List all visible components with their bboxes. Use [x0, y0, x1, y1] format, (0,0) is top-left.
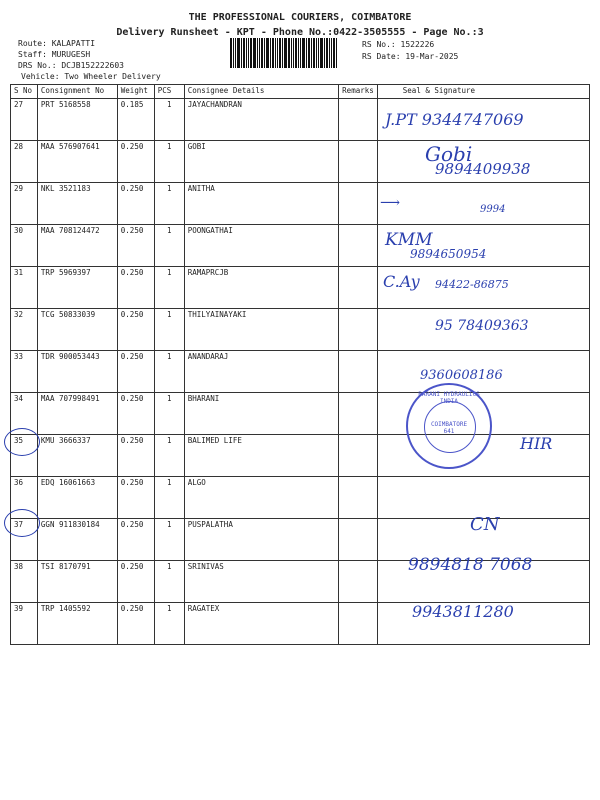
cell-weight: 0.250 — [117, 309, 154, 351]
document-subtitle: Delivery Runsheet - KPT - Phone No.:0422-3505555 - Page No.:3 — [116, 27, 484, 38]
cell-consignment: KMU 3666337 — [37, 435, 117, 477]
row-37-circle-mark — [4, 509, 40, 537]
signature-33: 9360608186 — [420, 368, 503, 383]
rs-number: RS No.: 1522226 — [362, 40, 435, 49]
signature-37: CN — [470, 514, 500, 535]
cell-consignee: SRINIVAS — [184, 561, 338, 603]
signature-32: 95 78409363 — [435, 318, 529, 334]
cell-remarks — [339, 225, 378, 267]
cell-sno: 30 — [11, 225, 38, 267]
cell-consignment: MAA 576907641 — [37, 141, 117, 183]
cell-weight: 0.250 — [117, 351, 154, 393]
cell-pcs: 1 — [154, 183, 184, 225]
signature-31-name: C.Ay — [383, 272, 420, 291]
document-title: THE PROFESSIONAL COURIERS, COIMBATORE — [188, 12, 412, 23]
cell-consignment: TRP 1405592 — [37, 603, 117, 645]
cell-remarks — [339, 393, 378, 435]
cell-sno: 37 — [11, 519, 38, 561]
signature-30-name: KMM — [385, 230, 433, 250]
cell-consignee: GOBI — [184, 141, 338, 183]
signature-35: HIR — [520, 434, 553, 453]
stamp-inner-text: COIMBATORE 641 — [430, 421, 468, 435]
cell-consignee: JAYACHANDRAN — [184, 99, 338, 141]
cell-sno: 33 — [11, 351, 38, 393]
cell-consignment: GGN 911830184 — [37, 519, 117, 561]
col-remarks: Remarks — [339, 85, 378, 99]
cell-consignment: MAA 707998491 — [37, 393, 117, 435]
cell-sno: 29 — [11, 183, 38, 225]
cell-remarks — [339, 141, 378, 183]
col-signature: Seal & Signature — [377, 85, 589, 99]
cell-remarks — [339, 267, 378, 309]
cell-remarks — [339, 351, 378, 393]
cell-consignment: TSI 8170791 — [37, 561, 117, 603]
signature-28-name: Gobi — [425, 142, 473, 166]
cell-pcs: 1 — [154, 435, 184, 477]
cell-weight: 0.250 — [117, 225, 154, 267]
cell-consignee: ALGO — [184, 477, 338, 519]
cell-weight: 0.250 — [117, 393, 154, 435]
cell-consignment: EDQ 16061663 — [37, 477, 117, 519]
cell-remarks — [339, 183, 378, 225]
cell-weight: 0.250 — [117, 603, 154, 645]
cell-pcs: 1 — [154, 267, 184, 309]
col-consignment: Consignment No — [37, 85, 117, 99]
cell-sno: 34 — [11, 393, 38, 435]
cell-consignment: MAA 708124472 — [37, 225, 117, 267]
cell-consignment: TCG 50833039 — [37, 309, 117, 351]
cell-weight: 0.250 — [117, 561, 154, 603]
col-sno: S No — [11, 85, 38, 99]
table-row — [11, 435, 590, 477]
vehicle-label: Vehicle: Two Wheeler Delivery — [21, 72, 161, 81]
cell-remarks — [339, 99, 378, 141]
signature-27: J.PT 9344747069 — [385, 110, 524, 129]
cell-weight: 0.185 — [117, 99, 154, 141]
table-row — [11, 393, 590, 435]
cell-sno: 38 — [11, 561, 38, 603]
cell-pcs: 1 — [154, 519, 184, 561]
cell-remarks — [339, 309, 378, 351]
cell-weight: 0.250 — [117, 183, 154, 225]
cell-consignment: TDR 900053443 — [37, 351, 117, 393]
cell-consignee: POONGATHAI — [184, 225, 338, 267]
cell-consignee: BALIMED LIFE — [184, 435, 338, 477]
signature-29: 9994 — [480, 204, 506, 215]
cell-consignee: RAGATEX — [184, 603, 338, 645]
cell-remarks — [339, 477, 378, 519]
cell-pcs: 1 — [154, 603, 184, 645]
signature-29-mark: ⟶ — [380, 195, 401, 211]
cell-consignee: PUSPALATHA — [184, 519, 338, 561]
cell-consignee: ANANDARAJ — [184, 351, 338, 393]
cell-consignee: BHARANI — [184, 393, 338, 435]
cell-consignee: ANITHA — [184, 183, 338, 225]
cell-sno: 28 — [11, 141, 38, 183]
table-header-row — [11, 85, 590, 99]
signature-31-phone: 94422-86875 — [435, 278, 509, 291]
col-consignee: Consignee Details — [184, 85, 338, 99]
cell-pcs: 1 — [154, 477, 184, 519]
cell-weight: 0.250 — [117, 519, 154, 561]
cell-sno: 31 — [11, 267, 38, 309]
table-row — [11, 477, 590, 519]
cell-signature — [377, 477, 589, 519]
cell-pcs: 1 — [154, 225, 184, 267]
col-weight: Weight — [117, 85, 154, 99]
rs-date: RS Date: 19-Mar-2025 — [362, 52, 459, 61]
cell-pcs: 1 — [154, 141, 184, 183]
staff-label: Staff: MURUGESH — [18, 50, 91, 59]
cell-sno: 36 — [11, 477, 38, 519]
row-35-circle-mark — [4, 428, 40, 456]
cell-consignment: NKL 3521183 — [37, 183, 117, 225]
cell-pcs: 1 — [154, 99, 184, 141]
signature-38: 9894818 7068 — [408, 555, 533, 575]
cell-weight: 0.250 — [117, 477, 154, 519]
signature-30-phone: 9894650954 — [410, 247, 487, 261]
cell-weight: 0.250 — [117, 267, 154, 309]
cell-remarks — [339, 561, 378, 603]
signature-39: 9943811280 — [412, 602, 514, 621]
cell-sno: 35 — [11, 435, 38, 477]
cell-consignment: TRP 5969397 — [37, 267, 117, 309]
cell-pcs: 1 — [154, 561, 184, 603]
route-label: Route: KALAPATTI — [18, 39, 96, 48]
cell-pcs: 1 — [154, 309, 184, 351]
cell-remarks — [339, 519, 378, 561]
signature-28-phone: 9894409938 — [435, 160, 531, 178]
cell-weight: 0.250 — [117, 435, 154, 477]
cell-pcs: 1 — [154, 393, 184, 435]
cell-consignee: THILYAINAYAKI — [184, 309, 338, 351]
barcode — [230, 38, 352, 68]
table-row — [11, 225, 590, 267]
cell-remarks — [339, 435, 378, 477]
drs-label: DRS No.: DCJB152222603 — [18, 61, 124, 70]
company-stamp — [406, 383, 492, 469]
cell-consignment: PRT 5168558 — [37, 99, 117, 141]
cell-remarks — [339, 603, 378, 645]
cell-sno: 39 — [11, 603, 38, 645]
cell-sno: 32 — [11, 309, 38, 351]
cell-consignee: RAMAPRCJB — [184, 267, 338, 309]
cell-pcs: 1 — [154, 351, 184, 393]
stamp-outer-text: BARANI HYDRAULICS INDIA — [418, 391, 480, 405]
cell-sno: 27 — [11, 99, 38, 141]
col-pcs: PCS — [154, 85, 184, 99]
cell-weight: 0.250 — [117, 141, 154, 183]
